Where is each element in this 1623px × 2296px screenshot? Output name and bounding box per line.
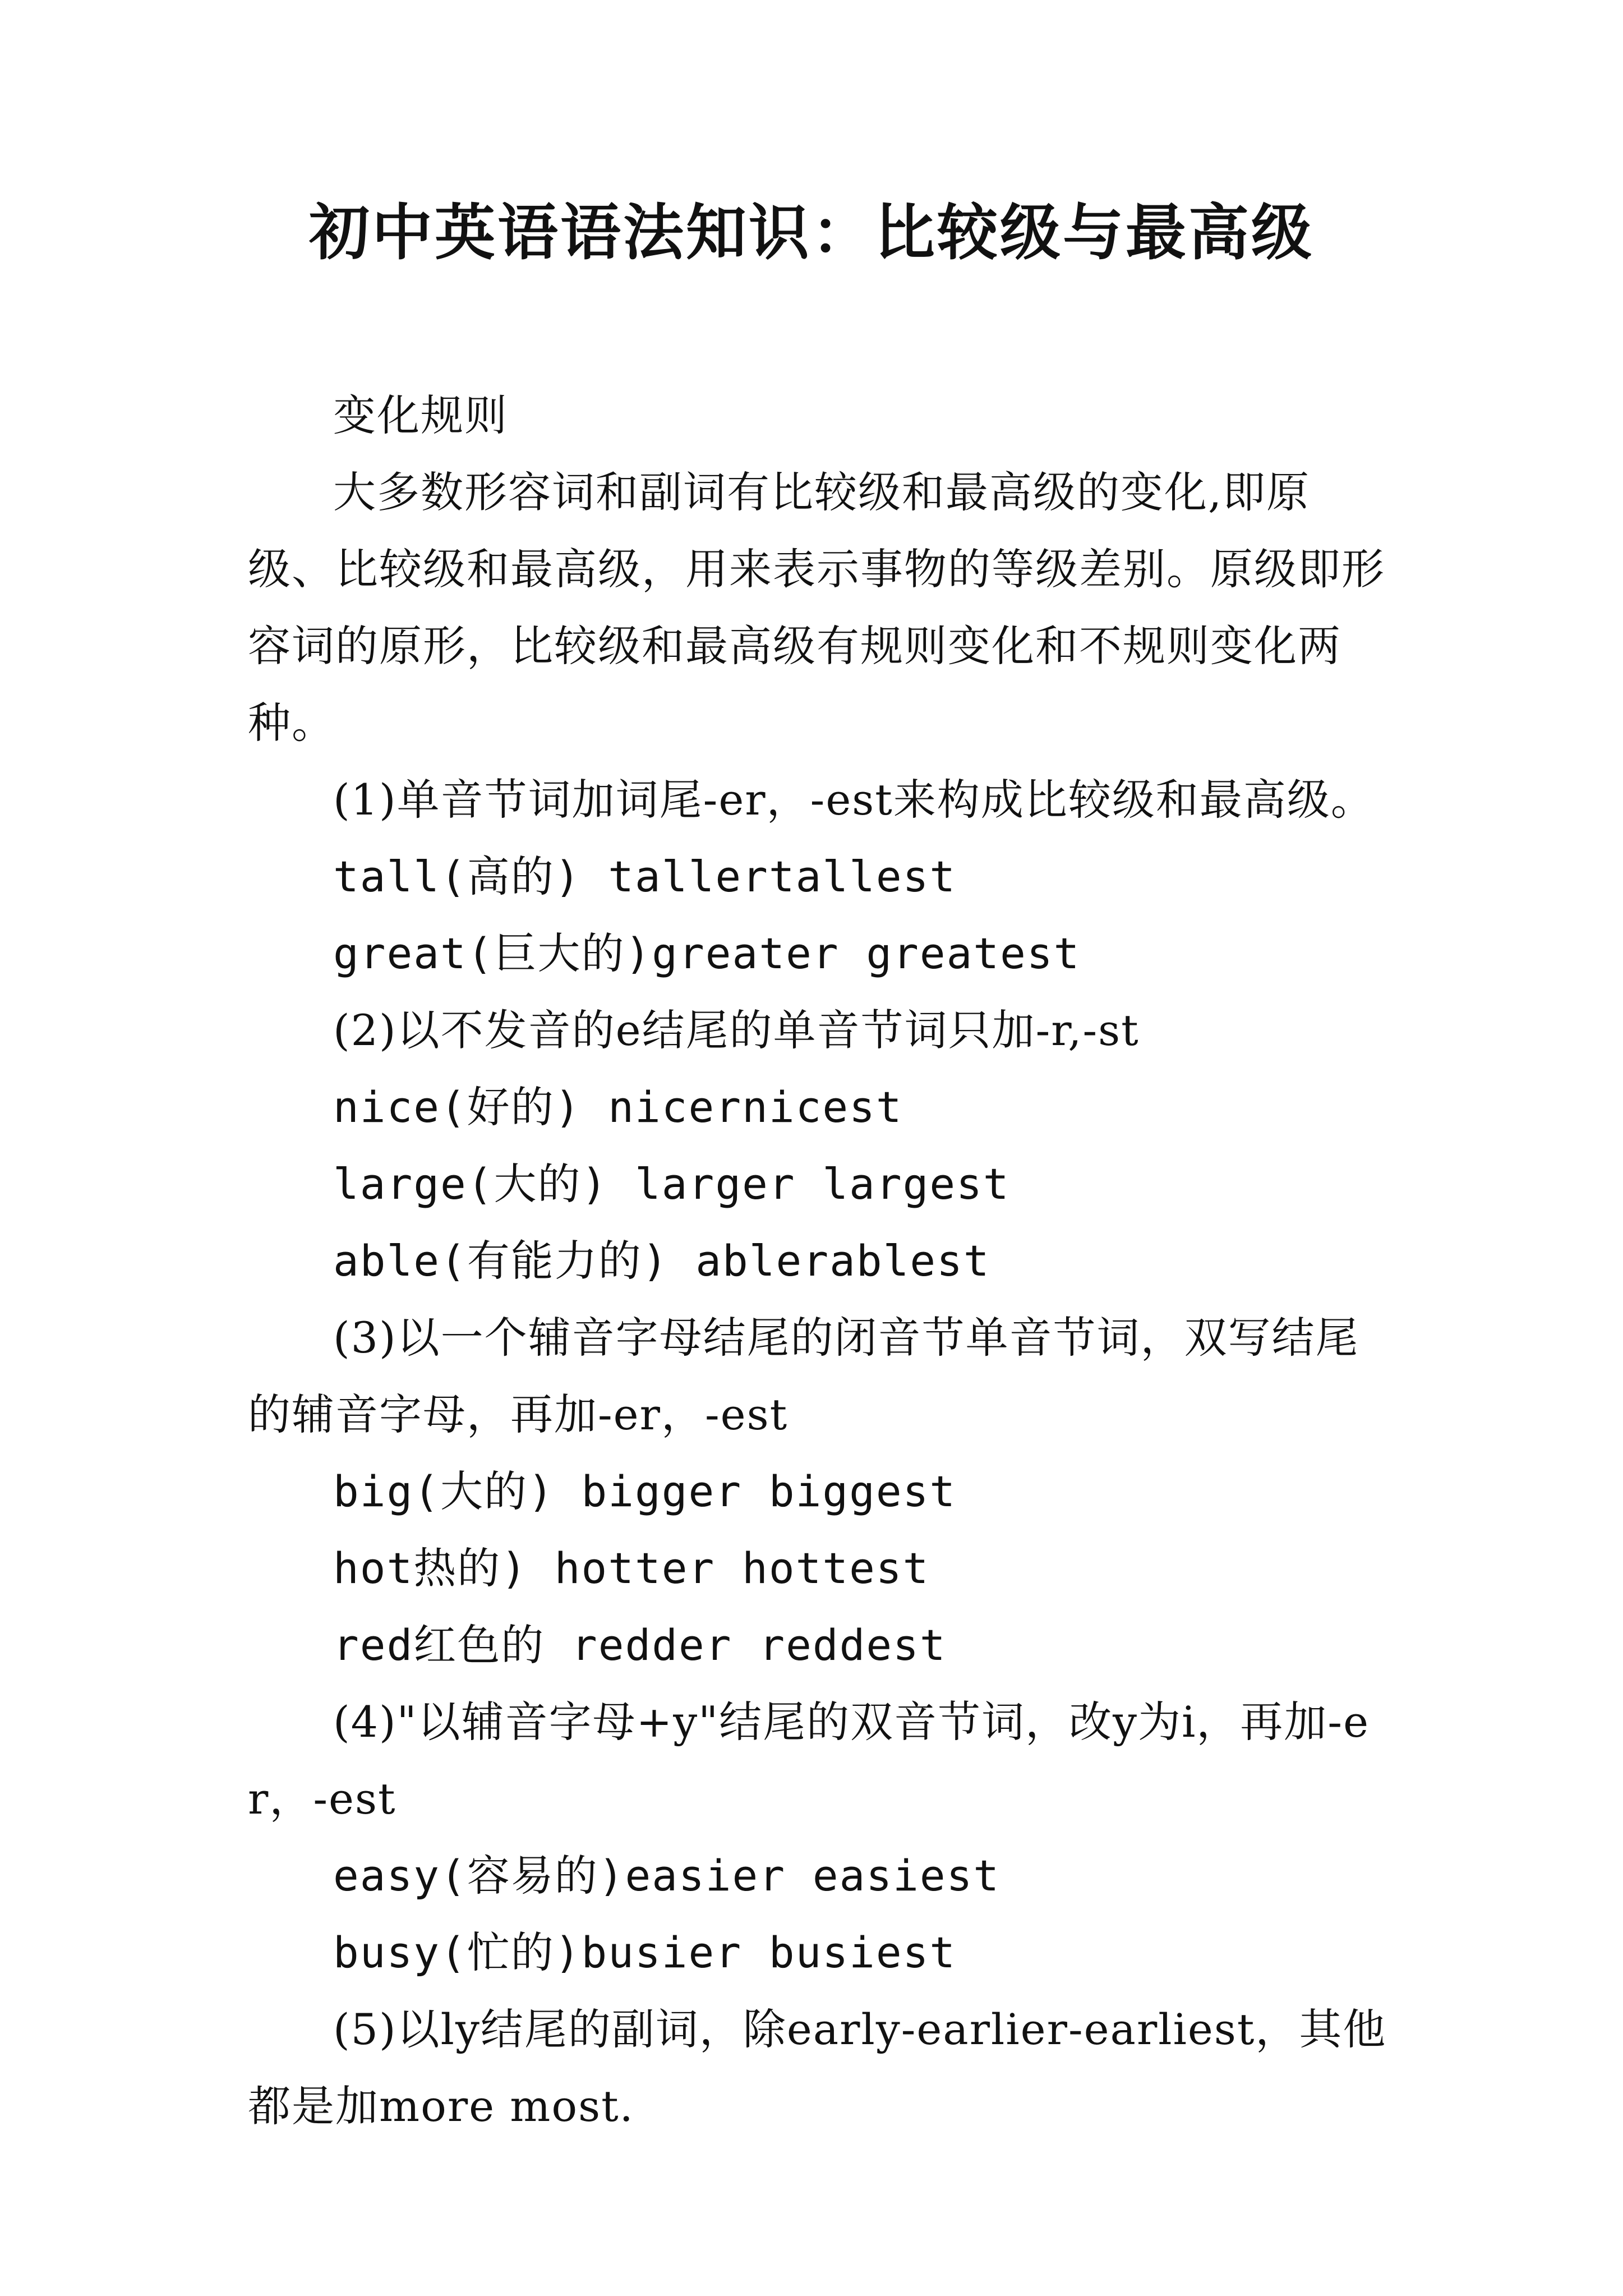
- example-able: able(有能力的) ablerablest: [333, 1236, 990, 1286]
- paragraph-intro: 大多数形容词和副词有比较级和最高级的变化,即原级、比较级和最高级，用来表示事物的等级差别。原级即形容词的原形，比较级和最高级有规则变化和不规则变化两种。: [248, 467, 1385, 748]
- example-large: large(大的) larger largest: [333, 1159, 1010, 1209]
- paragraph-rule-5: (5)以ly结尾的副词，除early-earlier-earliest，其他都是加more most.: [248, 2004, 1387, 2131]
- example-nice: nice(好的) nicernicest: [333, 1082, 903, 1132]
- example-busy: busy(忙的)busier busiest: [333, 1927, 957, 1977]
- example-red: red红色的 redder reddest: [333, 1620, 947, 1670]
- paragraph-rule-4: (4)"以辅音字母+y"结尾的双音节词，改y为i，再加-er，-est: [248, 1697, 1370, 1824]
- example-great: great(巨大的)greater greatest: [333, 928, 1081, 978]
- example-hot: hot热的) hotter hottest: [333, 1543, 930, 1593]
- example-big: big(大的) bigger biggest: [333, 1466, 957, 1516]
- paragraph-rule-1: (1)单音节词加词尾-er，-est来构成比较级和最高级。: [333, 775, 1375, 825]
- example-tall: tall(高的) tallertallest: [333, 852, 957, 901]
- paragraph-section-heading: 变化规则: [333, 390, 508, 440]
- document-body: [248, 377, 1392, 2145]
- example-easy: easy(容易的)easier easiest: [333, 1851, 1000, 1901]
- paragraph-rule-3: (3)以一个辅音字母结尾的闭音节单音节词，双写结尾的辅音字母，再加-er，-est: [248, 1313, 1359, 1439]
- document-title: 初中英语语法知识：比较级与最高级: [308, 197, 1314, 268]
- paragraph-rule-2: (2)以不发音的e结尾的单音节词只加-r,-st: [333, 1005, 1140, 1055]
